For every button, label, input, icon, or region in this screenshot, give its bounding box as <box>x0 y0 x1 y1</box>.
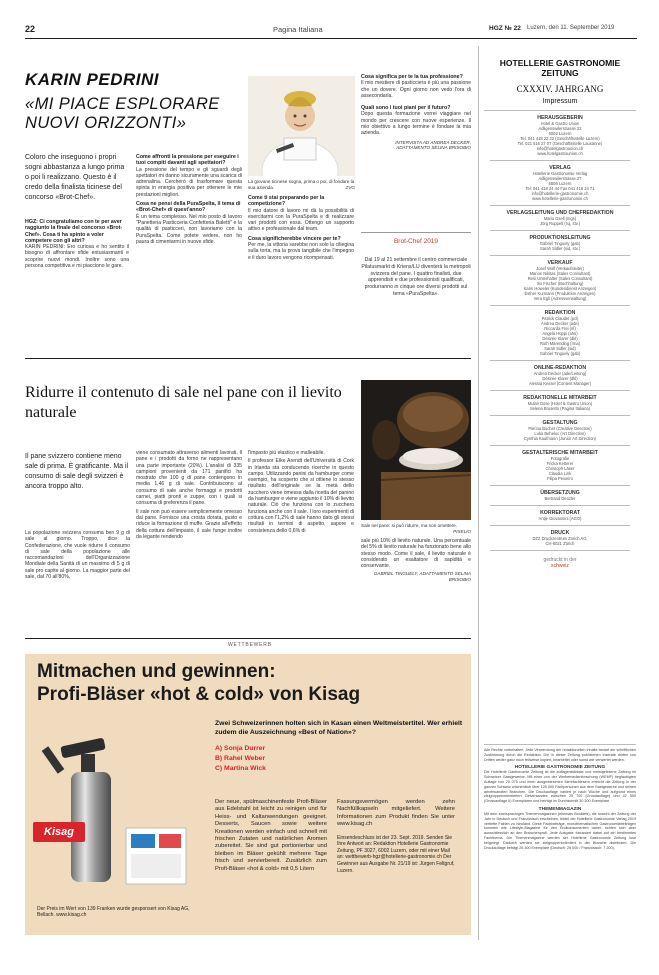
ad-intro: Zwei Schweizerinnen holten sich in Kasan einen Weltmeistertitel. Wer erhielt zudem die Auszeichnung «Best of Nation»? <box>215 720 463 736</box>
interview-q3: Cosa ne pensi della PuraSpelta, il tema di «Brot-Chef» di quest'anno? <box>136 201 241 214</box>
impressum-line: 6006 Luzern <box>548 181 572 186</box>
impressum-separator <box>490 445 630 446</box>
ad-option-b: B) Rahel Weber <box>215 755 266 762</box>
impressum-heading: ONLINE-REDAKTION <box>533 365 587 371</box>
impressum-block <box>484 230 636 251</box>
ad-body-3: Einsendeschluss ist der 23. Sept. 2019. Senden Sie Ihre Antwort an: Redaktion Hotellerie Gastronomie Zeitung, PF 3027, 6002 Luzern, oder mit einer Mail an: wettbewerb-hgz@hotellerie-gastronomie.ch Der Gewinner aus Ausgabe Nr. 21/19 ist: Jürgen Feltgruf, Luzern. <box>337 834 455 874</box>
article-credit: GABRIEL TINGUELY, ADATTAMENTO SELINA BRISOBIO <box>373 571 471 583</box>
hgz-heading: HOTELLERIE GASTRONOMIE ZEITUNG <box>514 765 606 771</box>
impressum-line: Fricka Ketterer <box>546 461 574 466</box>
impressum-line: Gabriel Tinguely (gab) <box>539 351 581 356</box>
impressum-block <box>484 305 636 356</box>
impressum-line: Reni Unterhalter (Sales Consultant) <box>527 276 593 281</box>
ad-option-a: A) Sonja Durrer <box>215 745 266 752</box>
impressum-heading: ÜBERSETZUNG <box>540 490 580 496</box>
impressum-separator <box>490 415 630 416</box>
article-col2: viene consumato attraverso alimenti lavorati. Il pane e i prodotti da forno ne rappresentano una parte importante (20%). L'analisi di 335 campioni provenienti da 171 panifici ha mostrato che 100 g di pane contengono in media 1,46 g di sale. Contribuiscono al consumo di sale anche formaggi e prodotti carnei, piatti pronti e zuppe, con i quali si consuma di preferenza il pane. <box>136 450 242 507</box>
impressum-line: Andrea Decker (ade/Leitung) <box>533 371 587 376</box>
volume-label: CXXXIV. JAHRGANG <box>516 84 604 94</box>
impressum-separator <box>490 485 630 486</box>
impressum-heading: REDAKTIONELLE MITARBEIT <box>523 395 597 401</box>
interview-a2: La pressione del tempo e gli sguardi degli spettatori mi danno sicuramente una scarica di adrenalina. Cercherò di trasformare questa spinta in energia positiva per ottenere le mie prestazioni migliori. <box>136 166 242 198</box>
issue-number: HGZ № 22 <box>489 25 521 32</box>
interview-q1: HGZ: Ci congratuliamo con te per aver raggiunto la finale del concorso «Brot-Chef». Cosa ti ha spinto a voler competere con gli altri? <box>25 219 123 244</box>
ad-option-c: C) Martina Wick <box>215 765 266 772</box>
impressum-line: Angela Hüppi (ahü) <box>542 331 578 336</box>
impressum-separator <box>490 230 630 231</box>
issue-date: Luzern, den 11. September 2019 <box>527 25 615 31</box>
ad-headline-2: Profi-Bläser «hot & cold» von Kisag <box>37 684 361 705</box>
impressum-line: Pierina Bucher (Creative Direction) <box>528 426 592 431</box>
impressum-line: Claudia Link <box>548 471 572 476</box>
impressum-line: www.hotelgastrounion.ch <box>537 151 583 156</box>
impressum-separator <box>490 505 630 506</box>
impressum-line: Cynthia Kaufmann (Junior Art Direction) <box>523 436 597 441</box>
interview-author: KARIN PEDRINI <box>25 70 160 89</box>
article-headline: Ridurre il contenuto di sale nel pane con il lievito naturale <box>25 384 342 421</box>
product-image <box>31 736 201 886</box>
siphon-bottle-image <box>31 736 201 886</box>
impressum-line: Désirée Klarer (dkl) <box>542 376 578 381</box>
impressum-line: Mario Gsell (mgs) <box>543 216 577 221</box>
impressum-title: Impressum <box>484 98 636 111</box>
impressum-heading: VERKAUF <box>547 260 573 266</box>
impressum-line: Tel. 041 418 24 44 Fax 041 418 24 71 <box>525 186 595 191</box>
paper-title: HOTELLERIE GASTRONOMIE ZEITUNG <box>499 58 621 78</box>
section-divider <box>25 358 471 359</box>
page-header <box>25 24 637 36</box>
impressum-line: Hotellerie Gastronomie Verlag <box>532 171 588 176</box>
impressum-line: Désirée Klarer (dkl) <box>542 336 578 341</box>
article-lead: Il pane svizzero contiene meno sale di prima. È gratificante. Ma il consumo di sale degli svizzeri è ancora troppo alto. <box>25 453 129 490</box>
kisag-logo <box>33 822 85 842</box>
impressum-line: Karin Howeler (Kundendienst Anzeigen) <box>523 286 597 291</box>
impressum-heading: GESTALTUNG <box>542 420 578 426</box>
impressum-line: 6002 Luzern <box>548 131 572 136</box>
impressum-line: Adligenswilerstrasse 27 <box>538 176 582 181</box>
ad-body-2: Fassungsvermögen werden zehn Nachfüllkapseln mitgeliefert. Weitere Informationen zum Produkt finden Sie unter www.kisag.ch <box>337 799 455 828</box>
impressum-line: Hotel & Gastro Union <box>540 121 580 126</box>
interview-credit: INTERVISTA AD ANDREA DECKER, ADATTAMENTO SELINA BRISOBIO <box>395 139 471 151</box>
bread-photo-credit: PIXELIO <box>453 528 471 534</box>
impressum-line: Filipa Peixeiro <box>547 476 573 481</box>
impressum-line: Mulan Dose (Hotel & Gastro Union) <box>527 401 593 406</box>
impressum-separator <box>490 160 630 161</box>
chef-photo <box>248 76 355 176</box>
article-col3: l'impasto più elastico e malleabile. <box>248 450 325 456</box>
interview-a5: Per me, la vittoria sarebbe non solo la ciliegina sulla torta, ma la prova tangibile che l'impegno e il duro lavoro vengono ricompensati. <box>248 242 354 261</box>
impressum-block <box>484 445 636 481</box>
impressum-line: Riccarda Frei (rif) <box>544 326 576 331</box>
rights-notice: Alle Rechte vorbehalten. Jede Verwendung der redaktionellen Inhalte bedarf der schriftlichen Zustimmung durch die Redaktion. Die in dieser Zeitung publizierten Inserate dürfen von Dritten weder ganz noch teilweise kopiert, bearbeitet oder sonst wie verwertet werden. <box>484 748 636 762</box>
themenmagazin-heading: THEMENMAGAZIN <box>538 806 582 812</box>
impressum-block <box>484 525 636 546</box>
impressum-separator <box>490 525 630 526</box>
impressum-block <box>484 160 636 201</box>
print-mark <box>484 557 636 569</box>
impressum-line: Sarah Sidler (sid, stv.) <box>540 246 580 251</box>
impressum-block <box>484 390 636 411</box>
bread-photo <box>361 380 471 520</box>
impressum-block <box>484 255 636 301</box>
article-col3b: Il professor Elke Arendt dell'Università di Cork in Irlanda sta conducendo ricerche in questo campo. Utilizzando panini da hamburger come esempio, ha scoperto che si ottiene lo stesso risultato dell'originale se la metà dello zucchero viene omessa dalla ricetta del panino da hamburger e viene aggiunto il 10% di lievito naturale. Ciò che funziona con lo zucchero funziona anche con il sale. I loro esperimenti di cottura con l'1,2% di sale hanno dato gli stessi risultati in termini di aspetto, sapore e consistenza dello 0,6% di <box>248 458 354 534</box>
impressum-line: Christoph Läser <box>545 466 575 471</box>
interview-a7: Dopo questa formazione vorrei viaggiare nel mondo per crescere con nuove esperienze. Il mio obiettivo a lungo termine è fondare la mia azienda. <box>361 111 471 137</box>
impressum-line: Marion Nikitas (Sales Consultant) <box>529 271 591 276</box>
bread-photo-caption: Sale nel pane: si può ridurre, ma non omettere. <box>361 523 458 528</box>
impressum-block <box>484 415 636 441</box>
impressum-block <box>484 360 636 386</box>
impressum-block <box>484 115 636 156</box>
interview-headline: «MI PIACE ESPLORARE NUOVI ORIZZONTI» <box>25 95 220 132</box>
ad-body-1: Der neue, spülmaschinenfeste Profi-Bläser aus Edelstahl ist leicht zu reinigen und für Heiss- und Kaltanwendungen geeignet. Desserts, Saucen sowie weitere Kreationen werden einfach und schnell mit frischen Zutaten und natürlichen Aromen zubereitet. Sie sind gut portionierbar und bleiben im Bläser gekühlt mehrere Tage frisch und servierbereit. Zusätzlich zum Profi-Bläser «hot & cold» mit 0,5 Litern <box>215 799 327 872</box>
impressum-line: Patrick Claudet (pcl) <box>541 316 579 321</box>
brot-chef-box-title: Brot-Chef 2019 <box>393 238 439 245</box>
print-mark-text: gedruckt in der <box>543 557 577 563</box>
chef-portrait-image <box>248 76 355 176</box>
impressum-line: Selena Brusetto (Pagina Italiana) <box>529 406 591 411</box>
bread-salt-image <box>361 380 471 520</box>
impressum-line: Fotografie <box>550 456 570 461</box>
interview-a3: È un tema complesso. Nel mio posto di lavoro "Panetteria Pasticceria Confetteria Baletti" e la qualità di pasticceri, non lavoriamo con la PuraSpelta. Come potete vedere, non ho paura di cimentarmi in nuove sfide. <box>136 213 242 245</box>
interview-a1: KARIN PEDRINI: Ero curiosa e ho sentito il bisogno di affrontare sfide entusiasmanti e scoprire nuovi mondi. Inoltre sono una persona competitiva e mi piacciono le gare. <box>25 244 129 270</box>
impressum-block <box>484 505 636 521</box>
sidebar-divider <box>478 46 479 940</box>
impressum-line: Alessia Kessel (Content Manager) <box>528 381 592 386</box>
ad-label: WETTBEWERB <box>228 642 272 648</box>
interview-q7: Quali sono i tuoi piani per il futuro? <box>361 105 451 112</box>
impressum-blocks <box>484 115 636 546</box>
interview-q4: Come ti stai preparando per la competizione? <box>248 195 325 208</box>
chef-photo-caption: La giovane ticinese sogna, prima o poi, di fondare la sua azienda. <box>248 179 355 190</box>
impressum-line: Sarah Sidler (sid) <box>544 346 576 351</box>
impressum-separator <box>490 390 630 391</box>
impressum-heading: PRODUKTIONSLEITUNG <box>529 235 591 241</box>
kisag-logo-text: Kisag <box>44 826 74 838</box>
impressum-heading: HERAUSGEBERIN <box>537 115 583 121</box>
impressum-block <box>484 205 636 226</box>
chef-photo-credit: ZVG <box>345 184 355 190</box>
impressum-heading: VERLAGSLEITUNG UND CHEFREDAKTION <box>506 210 614 216</box>
impressum-line: Gabriel Tinguely (gab) <box>539 241 581 246</box>
interview-q6: Cosa significa per te la tua professione? <box>361 74 463 80</box>
header-rule <box>25 38 637 39</box>
impressum-line: Vera Egli (Adressverwaltung) <box>533 296 587 301</box>
impressum-line: Tel. 041 418 22 22 (Geschäftsstelle Luzern) <box>520 136 600 141</box>
impressum-sidebar <box>484 58 636 569</box>
interview-q5: Cosa significherebbe vincere per te? <box>248 235 341 242</box>
interview-q2: Come affronti la pressione per eseguire i tuoi compiti davanti agli spettatori? <box>136 154 239 167</box>
impressum-line: Iris Fischer (Buchhaltung) <box>536 281 584 286</box>
ad-headline-1: Mitmachen und gewinnen: <box>37 661 276 682</box>
impressum-line: CH-8021 Zürich <box>545 541 575 546</box>
impressum-separator <box>490 360 630 361</box>
impressum-heading: GESTALTERISCHE MITARBEIT <box>522 450 598 456</box>
impressum-separator <box>490 305 630 306</box>
brot-chef-box <box>361 232 471 337</box>
article-col1: La popolazione svizzera consuma ben 9 g di sale al giorno. Troppo, dice la Confederazione, che vuole ridurre il consumo di sale della popolazione alle raccomandazioni dell'Organizzazione Mondiale della Sanità di un massimo di 5 g di sale pro capite al giorno. La maggior parte del sale, dal 70 all'80%, <box>25 530 130 581</box>
page-number: 22 <box>25 24 36 34</box>
impressum-line: Jörg Ruppelt (ruj, stv.) <box>540 221 580 226</box>
print-mark-country: schweiz <box>551 563 569 569</box>
impressum-heading: DRUCK <box>550 530 570 536</box>
interview-lead: Coloro che inseguono i propri sogni abbastanza a lungo prima o poi li realizzano. Questo è il credo della finalista ticinese del concorso «Brot-Chef». <box>25 154 125 201</box>
impressum-line: info@hotellerie-gastronomie.ch <box>531 191 589 196</box>
section-label: Pagina Italiana <box>273 25 323 34</box>
ad-top-rule <box>25 638 471 639</box>
impressum-line: Tel. 021 616 27 07 (Geschäftsstelle Lausanne) <box>517 141 603 146</box>
impressum-block <box>484 485 636 501</box>
article-col2b: Il sale non può essere semplicemente omesso dal pane. Fornisce una crosta dorata, gusto e riduce la formazione di muffe. Grazie all'effetto della cottura dell'impasto, il sale funge inoltre da legante rendendo <box>136 508 242 540</box>
impressum-heading: KORREKTORAT <box>540 510 580 516</box>
impressum-line: info@hotelgastrounion.ch <box>536 146 584 151</box>
impressum-line: Bertrand Denzler <box>544 496 576 501</box>
article-col4: sale più 10% di lievito naturale. Una percentuale del 5% di lievito naturale ha funzionato bene allo stesso modo. Come il sale, il lievito naturale è considerato un esaltatore di sapidità e conservante. <box>361 538 471 570</box>
impressum-line: Andrea Decker (ade) <box>541 321 579 326</box>
impressum-line: Adligenswilerstrasse 22 <box>538 126 582 131</box>
impressum-heading: REDAKTION <box>544 310 576 316</box>
interview-a4: Il mio datore di lavoro mi dà la possibilità di esercitarmi con la PuraSpelta e di realizzare vari prodotti con essa. Ottengo un supporto attivo e professionale dal team. <box>248 207 354 233</box>
impressum-heading: VERLAG <box>549 165 571 171</box>
contest-ad <box>25 654 471 935</box>
impressum-separator <box>490 255 630 256</box>
interview-a6: Il mio mestiere di pasticciera è più una passione che un dovere. Ogni giorno non vedo l'ora di assecondarla. <box>361 80 471 99</box>
brot-chef-box-text: Dal 19 al 21 settembre il centro commerciale Pilatusmarkt di Kriens/LU diventerà la metropoli svizzera del pane. I quattro finalisti, due apprendisti e due professionisti qualificati, produrranno in cinque ore diversi prodotti sul tema «PuraSpelta». <box>361 257 471 297</box>
impressum-line: Josef Wolf (Verkaufsleiter) <box>536 266 584 271</box>
impressum-line: Ruth Marending (rma) <box>539 341 581 346</box>
impressum-line: DZZ Druckzentrum Zürich AG, <box>532 536 588 541</box>
impressum-separator <box>490 205 630 206</box>
impressum-line: Antje Giovannini (AGO) <box>538 516 582 521</box>
ad-prize-note: Der Preis im Wert von 139 Franken wurde gesponsert von Kisag AG, Bellach. www.kisag.ch <box>37 906 190 919</box>
impressum-line: Luka Beheluc (Art Direction) <box>534 431 586 436</box>
impressum-line: www.hotellerie-gastronomie.ch <box>532 196 588 201</box>
hgz-text: Die Hotellerie Gastronomie Zeitung ist die auflagenstärkste und meistgelesene Zeitung im Schweizer Gastgewerbe. Mit einer von der Werbemedienforschung (WEMF) beglaubigten Auflage von 20 075 und ihren ausgewiesenen Mehrfachlesern erreicht die Zeitung in der ganzen Schweiz wöchentlich über 125 000 Fachpersonen aus dem Gastgewerbe und seinen artverwandten Branchen. Die Druckauflage variiert je nach Woche und aufgrund eines zielgruppenorientierten Zielversandes zwischen 25 700 (Grundauflage) und 42 500 (Grossauflage II) Exemplaren und beträgt im Durchschnitt 30 300 Exemplare. <box>484 770 636 804</box>
themenmagazin-text: Mit dem zweisprachigen Themenmagazinen (ehemals Booklets), die sowohl der Zeitung der Jahr in Deutsch und Französisch erscheinen, bietet der Hotellerie Gastronomie Verlag 2019 vertiefte Fakten zu Neuland. Diese Fachbeiträge, monothematischen Gastronomiebeiträgen kommen wie Lifestyle-Magazine für den Endkonsumenten daher, richten sich aber ausschliesslich an den Branchenprofi. Jede Ausgabe fokussiert dabei auf ein bestimmtes Fachthema. Die Themenmagazine werden der Hotellerie Gastronomie Zeitung lose beigelegt. Dadurch werden sie zielgruppenorientiert in der Branche distribuiert. Die Druckauflage beträgt 25 300 Exemplare (Deutsch: 26 000 / Französisch: 7 200). <box>484 811 636 850</box>
impressum-line: Esther Kurmann (Produktion Anzeigen) <box>524 291 596 296</box>
